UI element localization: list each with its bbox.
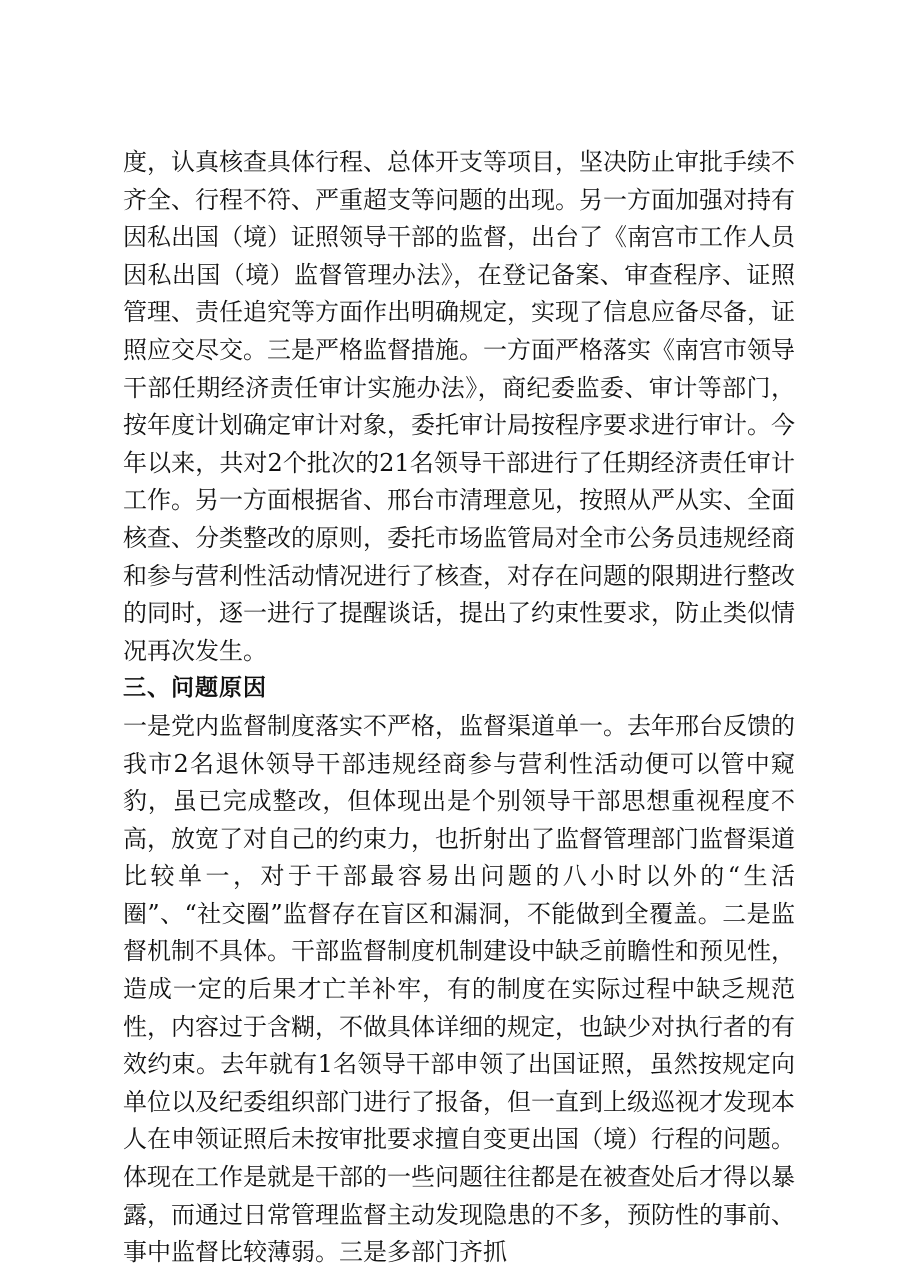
document-body — [123, 144, 795, 1272]
body-paragraph-continued: 度，认真核查具体行程、总体开支等项目，坚决防止审批手续不齐全、行程不符、严重超支等问题的出现。另一方面加强对持有因私出国（境）证照领导干部的监督，出台了《南宫市工作人员因私出国（境）监督管理办法》，在登记备案、审查程序、证照管理、责任追究等方面作出明确规定，实现了信息应备尽备，证照应交尽交。三是严格监督措施。一方面严格落实《南宫市领导干部任期经济责任审计实施办法》，商纪委监委、审计等部门，按年度计划确定审计对象，委托审计局按程序要求进行审计。今年以来，共对2个批次的21名领导干部进行了任期经济责任审计工作。另一方面根据省、邢台市清理意见，按照从严从实、全面核查、分类整改的原则，委托市场监管局对全市公务员违规经商和参与营利性活动情况进行了核查，对存在问题的限期进行整改的同时，逐一进行了提醒谈话，提出了约束性要求，防止类似情况再次发生。 — [123, 148, 795, 665]
body-paragraph-causes: 一是党内监督制度落实不严格，监督渠道单一。去年邢台反馈的我市2名退休领导干部违规经商参与营利性活动便可以管中窥豹，虽已完成整改，但体现出是个别领导干部思想重视程度不高，放宽了对自己的约束力，也折射出了监督管理部门监督渠道比较单一，对于干部最容易出问题的八小时以外的“生活圈”、“社交圈”监督存在盲区和漏洞，不能做到全覆盖。二是监督机制不具体。干部监督制度机制建设中缺乏前瞻性和预见性，造成一定的后果才亡羊补牢，有的制度在实际过程中缺乏规范性，内容过于含糊，不做具体详细的规定，也缺少对执行者的有效约束。去年就有1名领导干部申领了出国证照，虽然按规定向单位以及纪委组织部门进行了报备，但一直到上级巡视才发现本人在申领证照后未按审批要求擅自变更出国（境）行程的问题。体现在工作是就是干部的一些问题往往都是在被查处后才得以暴露，而通过日常管理监督主动发现隐患的不多，预防性的事前、事中监督比较薄弱。三是多部门齐抓 — [123, 711, 795, 1267]
section-heading-problem-causes: 三、问题原因 — [123, 675, 267, 702]
